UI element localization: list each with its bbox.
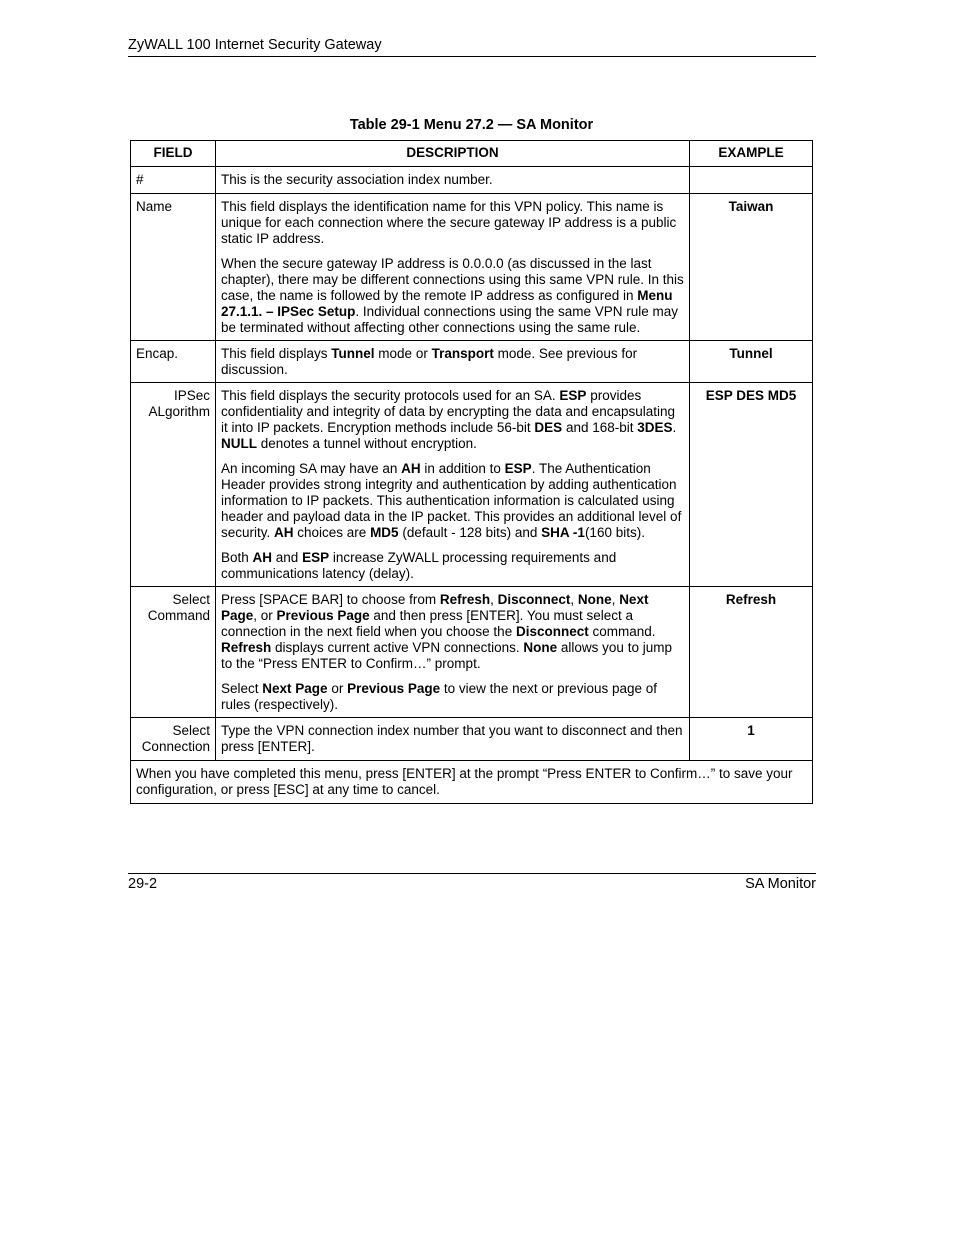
column-header-field: FIELD xyxy=(131,141,216,167)
description-text: (160 bits). xyxy=(584,525,645,540)
description-cell xyxy=(216,341,690,383)
table-row xyxy=(131,587,813,718)
bold-term: Menu 27.1.1. – IPSec Setup xyxy=(221,288,673,319)
table-note: When you have completed this menu, press [ENTER] at the prompt “Press ENTER to Confirm…” to save your configuration, or press [ESC] at any time to cancel. xyxy=(131,761,813,804)
description-paragraph xyxy=(221,681,684,713)
description-text: This field displays xyxy=(221,346,332,361)
table-note-row xyxy=(131,761,813,804)
bold-term: AH xyxy=(274,525,294,540)
table-header-row xyxy=(131,141,813,167)
description-paragraph xyxy=(221,172,684,188)
table-row xyxy=(131,341,813,383)
description-text: mode or xyxy=(374,346,432,361)
description-text: . Individual connections using the same VPN rule may be terminated without affecting other connections using the same rule. xyxy=(221,304,678,335)
column-header-example: EXAMPLE xyxy=(690,141,813,167)
description-text: Both xyxy=(221,550,253,565)
example-cell: ESP DES MD5 xyxy=(690,383,813,587)
description-text: allows you to jump to the “Press ENTER to Confirm…” prompt. xyxy=(221,640,672,671)
field-cell: IPSec ALgorithm xyxy=(131,383,216,587)
table-row xyxy=(131,383,813,587)
table-caption: Table 29-1 Menu 27.2 — SA Monitor xyxy=(349,117,594,133)
description-text: . xyxy=(672,420,677,435)
page-footer xyxy=(128,873,816,892)
bold-term: ESP xyxy=(559,388,587,403)
field-cell: Select Connection xyxy=(131,718,216,761)
description-paragraph xyxy=(221,592,684,672)
field-cell: Encap. xyxy=(131,341,216,383)
description-paragraph xyxy=(221,550,684,582)
bold-term: AH xyxy=(252,550,273,565)
description-text: and then press [ENTER]. You must select a connection in the next field when you choose the xyxy=(221,608,633,639)
description-text: to view the next or previous page of rules (respectively). xyxy=(221,681,658,712)
bold-term: MD5 xyxy=(370,525,399,540)
bold-term: None xyxy=(577,592,612,607)
bold-term: ESP xyxy=(504,461,532,476)
bold-term: Refresh xyxy=(221,640,272,655)
description-text: denotes a tunnel without encryption. xyxy=(257,436,477,451)
description-text: , xyxy=(490,592,498,607)
bold-term: DES xyxy=(534,420,563,435)
table-row xyxy=(131,718,813,761)
description-paragraph xyxy=(221,461,684,541)
table-body xyxy=(131,167,813,761)
description-text: An incoming SA may have an xyxy=(221,461,402,476)
description-paragraph xyxy=(221,256,684,336)
description-text: When the secure gateway IP address is 0.0.0.0 (as discussed in the last chapter), there may be different connections using this same VPN rule. In this case, the name is followed by the remote IP address as configured in xyxy=(221,256,684,303)
page-header xyxy=(128,37,816,57)
field-cell: Name xyxy=(131,194,216,341)
description-text: . The Authentication Header provides strong integrity and authentication by adding authentication information to IP packets. This authentication information is calculated using header and payload data in the IP packet. This provides an additional level of security. xyxy=(221,461,682,540)
field-cell: # xyxy=(131,167,216,194)
example-cell xyxy=(690,167,813,194)
description-text: and 168-bit xyxy=(562,420,638,435)
bold-term: Next Page xyxy=(262,681,328,696)
bold-term: Transport xyxy=(431,346,494,361)
header-title: ZyWALL 100 Internet Security Gateway xyxy=(128,37,382,53)
bold-term: None xyxy=(523,640,558,655)
bold-term: AH xyxy=(401,461,421,476)
description-text: This field displays the identification name for this VPN policy. This name is unique for each connection where the secure gateway IP address is a public static IP address. xyxy=(221,199,677,246)
description-text: , xyxy=(570,592,578,607)
description-text: increase ZyWALL processing requirements and communications latency (delay). xyxy=(221,550,617,581)
description-cell xyxy=(216,587,690,718)
description-text: provides confidentiality and integrity of data by encrypting the data and encapsulating it into IP packets. Encryption methods include 56-bit xyxy=(221,388,676,435)
bold-term: Disconnect xyxy=(497,592,571,607)
description-text: command. xyxy=(588,624,656,639)
example-cell: Taiwan xyxy=(690,194,813,341)
description-text: (default - 128 bits) and xyxy=(398,525,542,540)
description-paragraph xyxy=(221,199,684,247)
description-text: and xyxy=(272,550,303,565)
column-header-description: DESCRIPTION xyxy=(216,141,690,167)
bold-term: NULL xyxy=(221,436,257,451)
table-row xyxy=(131,194,813,341)
bold-term: Tunnel xyxy=(331,346,375,361)
sa-monitor-table xyxy=(130,140,813,804)
field-cell: Select Command xyxy=(131,587,216,718)
example-cell: Refresh xyxy=(690,587,813,718)
description-text: mode. See previous for discussion. xyxy=(221,346,638,377)
description-text: or xyxy=(327,681,348,696)
bold-term: Next Page xyxy=(221,592,649,623)
description-paragraph xyxy=(221,388,684,452)
bold-term: ESP xyxy=(302,550,330,565)
description-text: This field displays the security protocols used for an SA. xyxy=(221,388,560,403)
description-cell xyxy=(216,194,690,341)
table-row xyxy=(131,167,813,194)
description-cell xyxy=(216,383,690,587)
description-cell xyxy=(216,167,690,194)
description-text: , xyxy=(611,592,620,607)
bold-term: 3DES xyxy=(637,420,673,435)
example-cell: Tunnel xyxy=(690,341,813,383)
page-number: 29-2 xyxy=(128,876,158,892)
bold-term: SHA -1 xyxy=(541,525,585,540)
description-text: choices are xyxy=(293,525,371,540)
bold-term: Previous Page xyxy=(347,681,441,696)
description-text: Press [SPACE BAR] to choose from xyxy=(221,592,440,607)
description-text: Select xyxy=(221,681,263,696)
bold-term: Disconnect xyxy=(515,624,589,639)
description-paragraph xyxy=(221,346,684,378)
description-text: This is the security association index number. xyxy=(221,172,493,187)
section-name: SA Monitor xyxy=(745,876,816,892)
bold-term: Refresh xyxy=(439,592,491,607)
description-text: , or xyxy=(253,608,277,623)
description-cell xyxy=(216,718,690,761)
description-paragraph xyxy=(221,723,684,755)
description-text: in addition to xyxy=(420,461,505,476)
description-text: Type the VPN connection index number that you want to disconnect and then press [ENTER]. xyxy=(221,723,683,754)
example-cell: 1 xyxy=(690,718,813,761)
bold-term: Previous Page xyxy=(276,608,370,623)
description-text: displays current active VPN connections. xyxy=(271,640,524,655)
